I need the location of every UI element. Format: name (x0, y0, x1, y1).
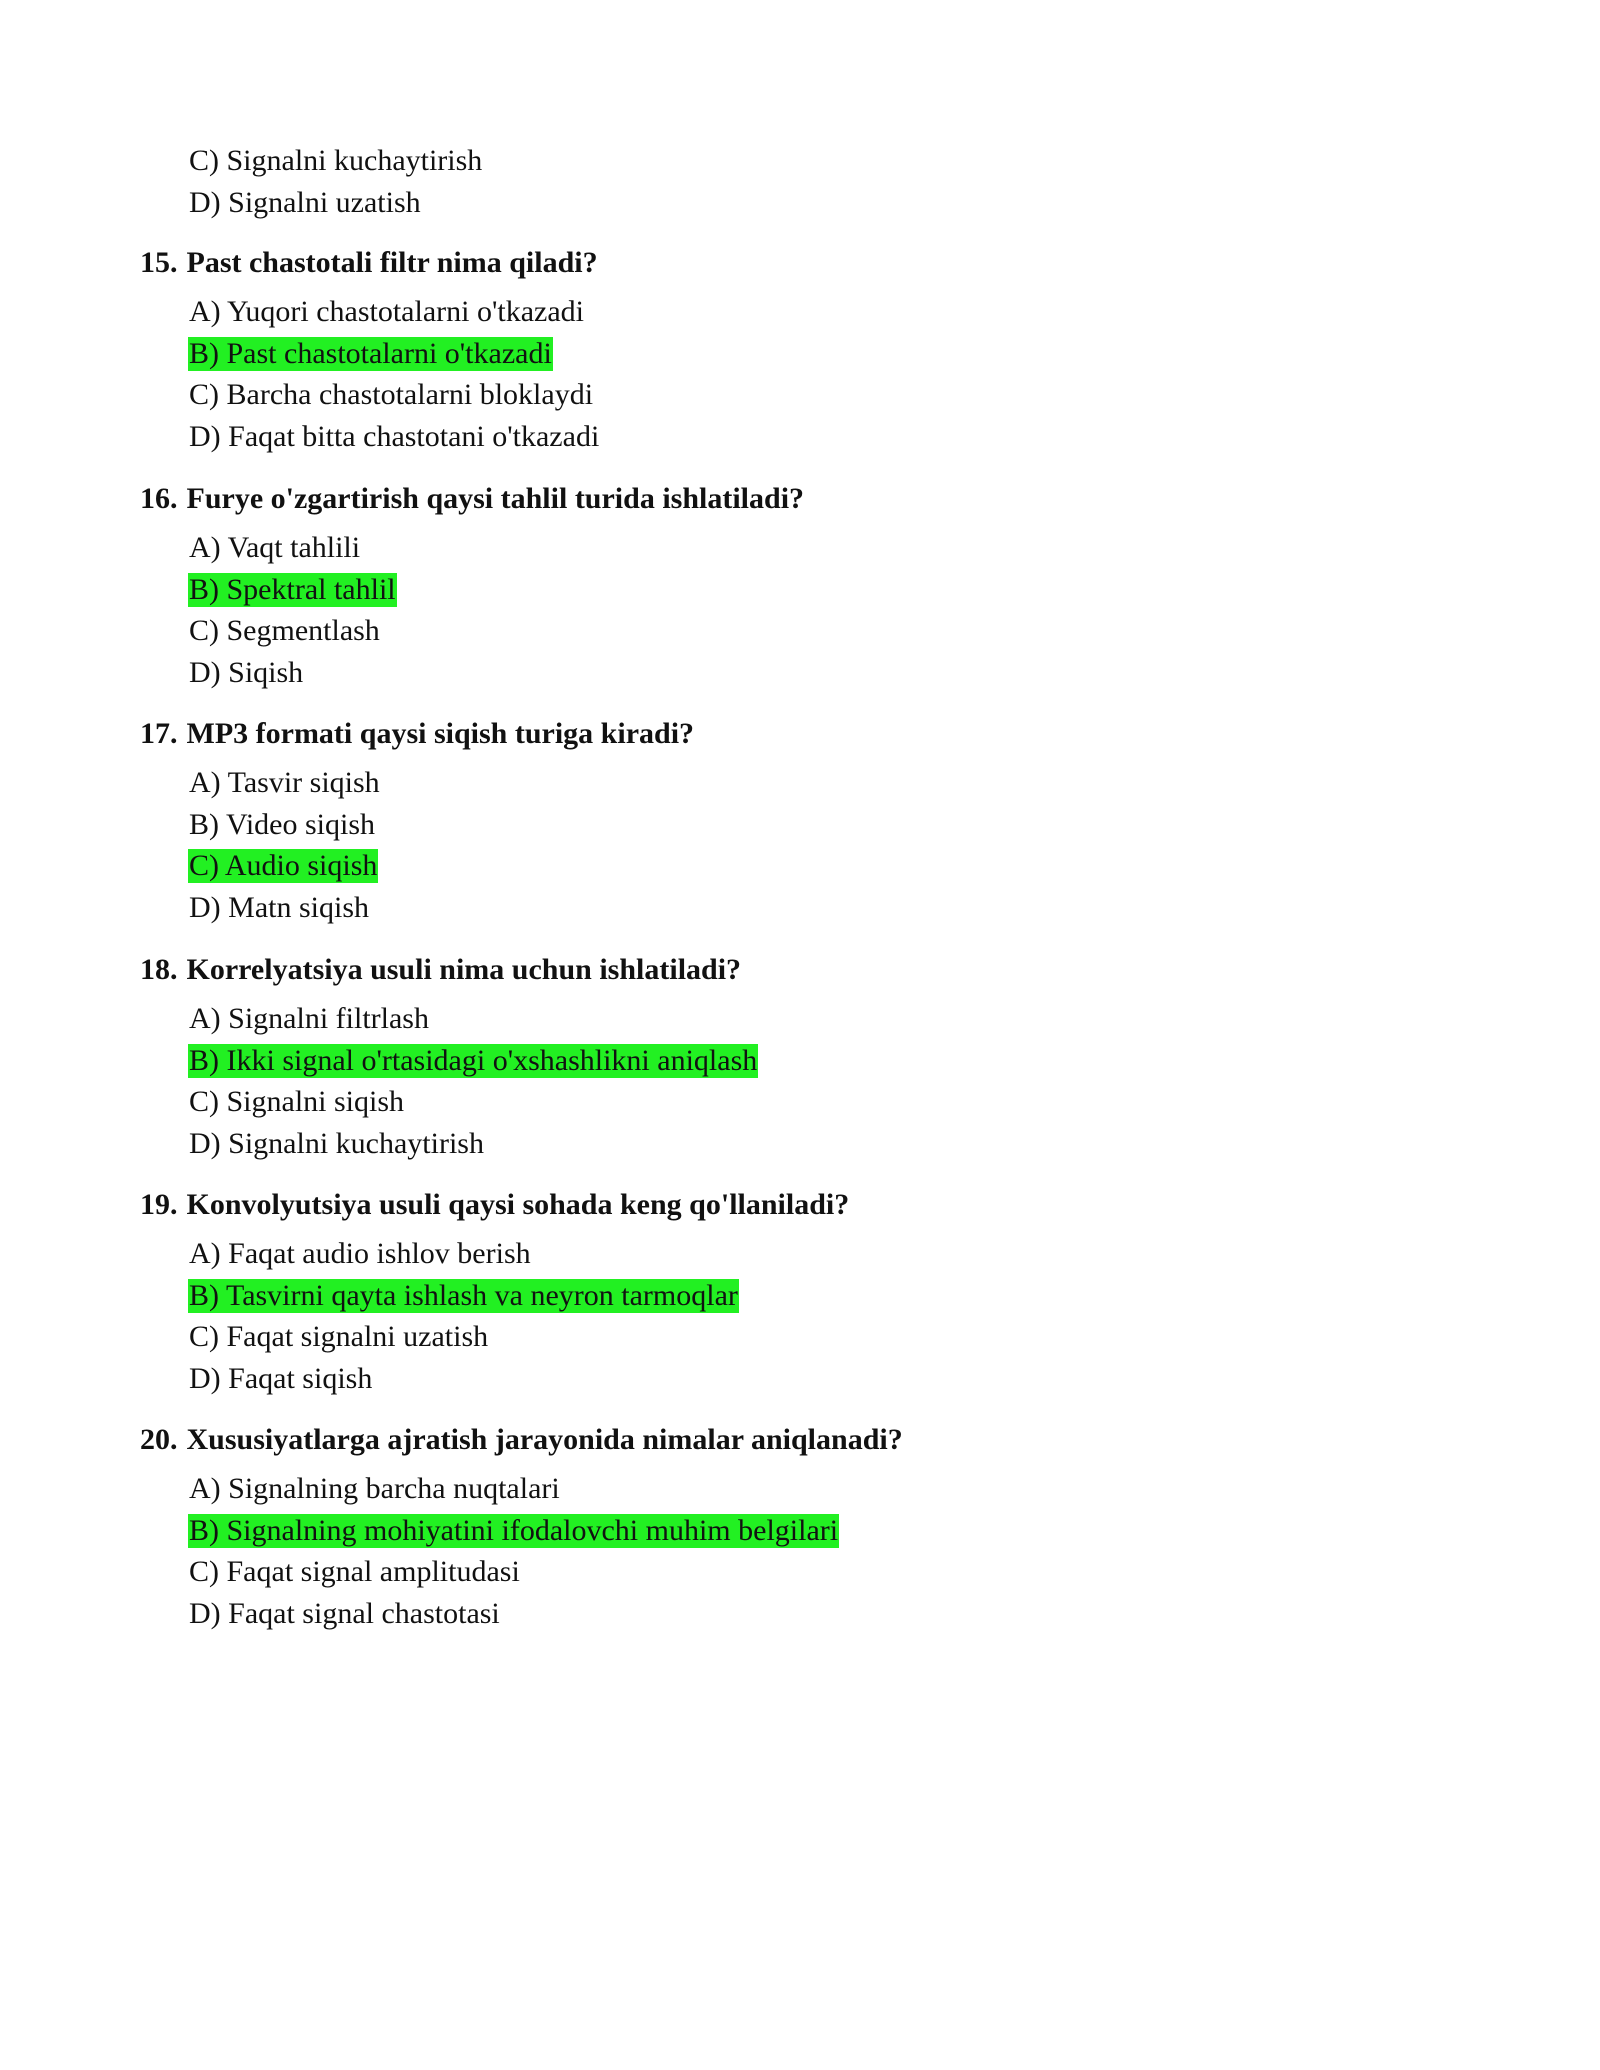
question-options (188, 998, 758, 1164)
question-options (188, 762, 694, 928)
question-15 (140, 243, 600, 457)
question-title (140, 950, 758, 990)
option-c (188, 1081, 758, 1123)
question-number: 17. (140, 717, 178, 750)
option-b-correct (188, 1040, 758, 1082)
option-text: C) Signalni kuchaytirish (189, 144, 483, 177)
option-c (188, 1551, 903, 1593)
previous-question-options (188, 140, 483, 223)
question-text: Furye o'zgartirish qaysi tahlil turida ishlatiladi? (186, 482, 805, 515)
option-d (188, 652, 804, 694)
question-options (188, 291, 600, 457)
option-text: A) Signalning barcha nuqtalari (189, 1472, 560, 1505)
option-a (188, 1468, 903, 1510)
question-title (140, 714, 694, 754)
question-text: MP3 formati qaysi siqish turiga kiradi? (186, 717, 695, 750)
option-text: B) Signalning mohiyatini ifodalovchi muhim belgilari (189, 1513, 839, 1547)
question-number: 18. (140, 953, 178, 986)
question-17 (140, 714, 694, 928)
question-18 (140, 950, 758, 1164)
option-b-correct (188, 1275, 849, 1317)
option-text: B) Past chastotalarni o'tkazadi (189, 336, 552, 370)
option-text: D) Siqish (189, 655, 304, 689)
option-b-correct (188, 569, 804, 611)
option-text: D) Faqat signal chastotasi (189, 1596, 500, 1630)
question-text: Past chastotali filtr nima qiladi? (186, 246, 598, 279)
option-text: B) Ikki signal o'rtasidagi o'xshashlikni aniqlash (189, 1043, 758, 1077)
option-c (188, 1316, 849, 1358)
question-title (140, 1420, 903, 1460)
option-d (188, 182, 483, 224)
option-c-correct (188, 845, 694, 887)
option-d (188, 887, 694, 929)
option-text: B) Tasvirni qayta ishlash va neyron tarmoqlar (189, 1278, 738, 1312)
question-text: Korrelyatsiya usuli nima uchun ishlatiladi? (186, 953, 742, 986)
option-text: B) Spektral tahlil (189, 572, 396, 606)
option-text: C) Segmentlash (189, 614, 380, 647)
option-text: C) Signalni siqish (189, 1085, 405, 1118)
option-text: D) Signalni kuchaytirish (189, 1126, 484, 1160)
option-text: D) Matn siqish (189, 890, 369, 924)
option-c (188, 374, 600, 416)
question-options (188, 1233, 849, 1399)
option-c (188, 610, 804, 652)
option-text: C) Barcha chastotalarni bloklaydi (189, 378, 594, 411)
option-b-correct (188, 333, 600, 375)
question-number: 15. (140, 246, 178, 279)
option-text: A) Faqat audio ishlov berish (189, 1237, 531, 1270)
option-text: D) Signalni uzatish (189, 185, 421, 219)
question-text: Konvolyutsiya usuli qaysi sohada keng qo'llaniladi? (186, 1188, 850, 1221)
option-a (188, 527, 804, 569)
question-options (188, 1468, 903, 1634)
option-b (188, 804, 694, 846)
option-text: B) Video siqish (189, 807, 375, 841)
option-a (188, 291, 600, 333)
question-20 (140, 1420, 903, 1634)
option-text: A) Vaqt tahlili (189, 531, 361, 564)
question-title (140, 1185, 849, 1225)
question-number: 20. (140, 1423, 178, 1456)
option-c (188, 140, 483, 182)
option-text: D) Faqat bitta chastotani o'tkazadi (189, 419, 600, 453)
question-title (140, 479, 804, 519)
question-options (188, 527, 804, 693)
option-d (188, 416, 600, 458)
question-text: Xususiyatlarga ajratish jarayonida nimalar aniqlanadi? (186, 1423, 903, 1456)
question-19 (140, 1185, 849, 1399)
question-title (140, 243, 600, 283)
option-text: C) Faqat signal amplitudasi (189, 1555, 520, 1588)
option-text: A) Signalni filtrlash (189, 1002, 429, 1035)
option-text: C) Audio siqish (189, 849, 378, 882)
question-number: 19. (140, 1188, 178, 1221)
option-d (188, 1358, 849, 1400)
option-a (188, 1233, 849, 1275)
option-a (188, 762, 694, 804)
option-d (188, 1123, 758, 1165)
option-text: D) Faqat siqish (189, 1361, 373, 1395)
option-d (188, 1593, 903, 1635)
option-a (188, 998, 758, 1040)
question-16 (140, 479, 804, 693)
option-text: A) Tasvir siqish (189, 766, 380, 799)
option-text: A) Yuqori chastotalarni o'tkazadi (189, 295, 584, 328)
option-b-correct (188, 1510, 903, 1552)
question-number: 16. (140, 482, 178, 515)
option-text: C) Faqat signalni uzatish (189, 1320, 489, 1353)
